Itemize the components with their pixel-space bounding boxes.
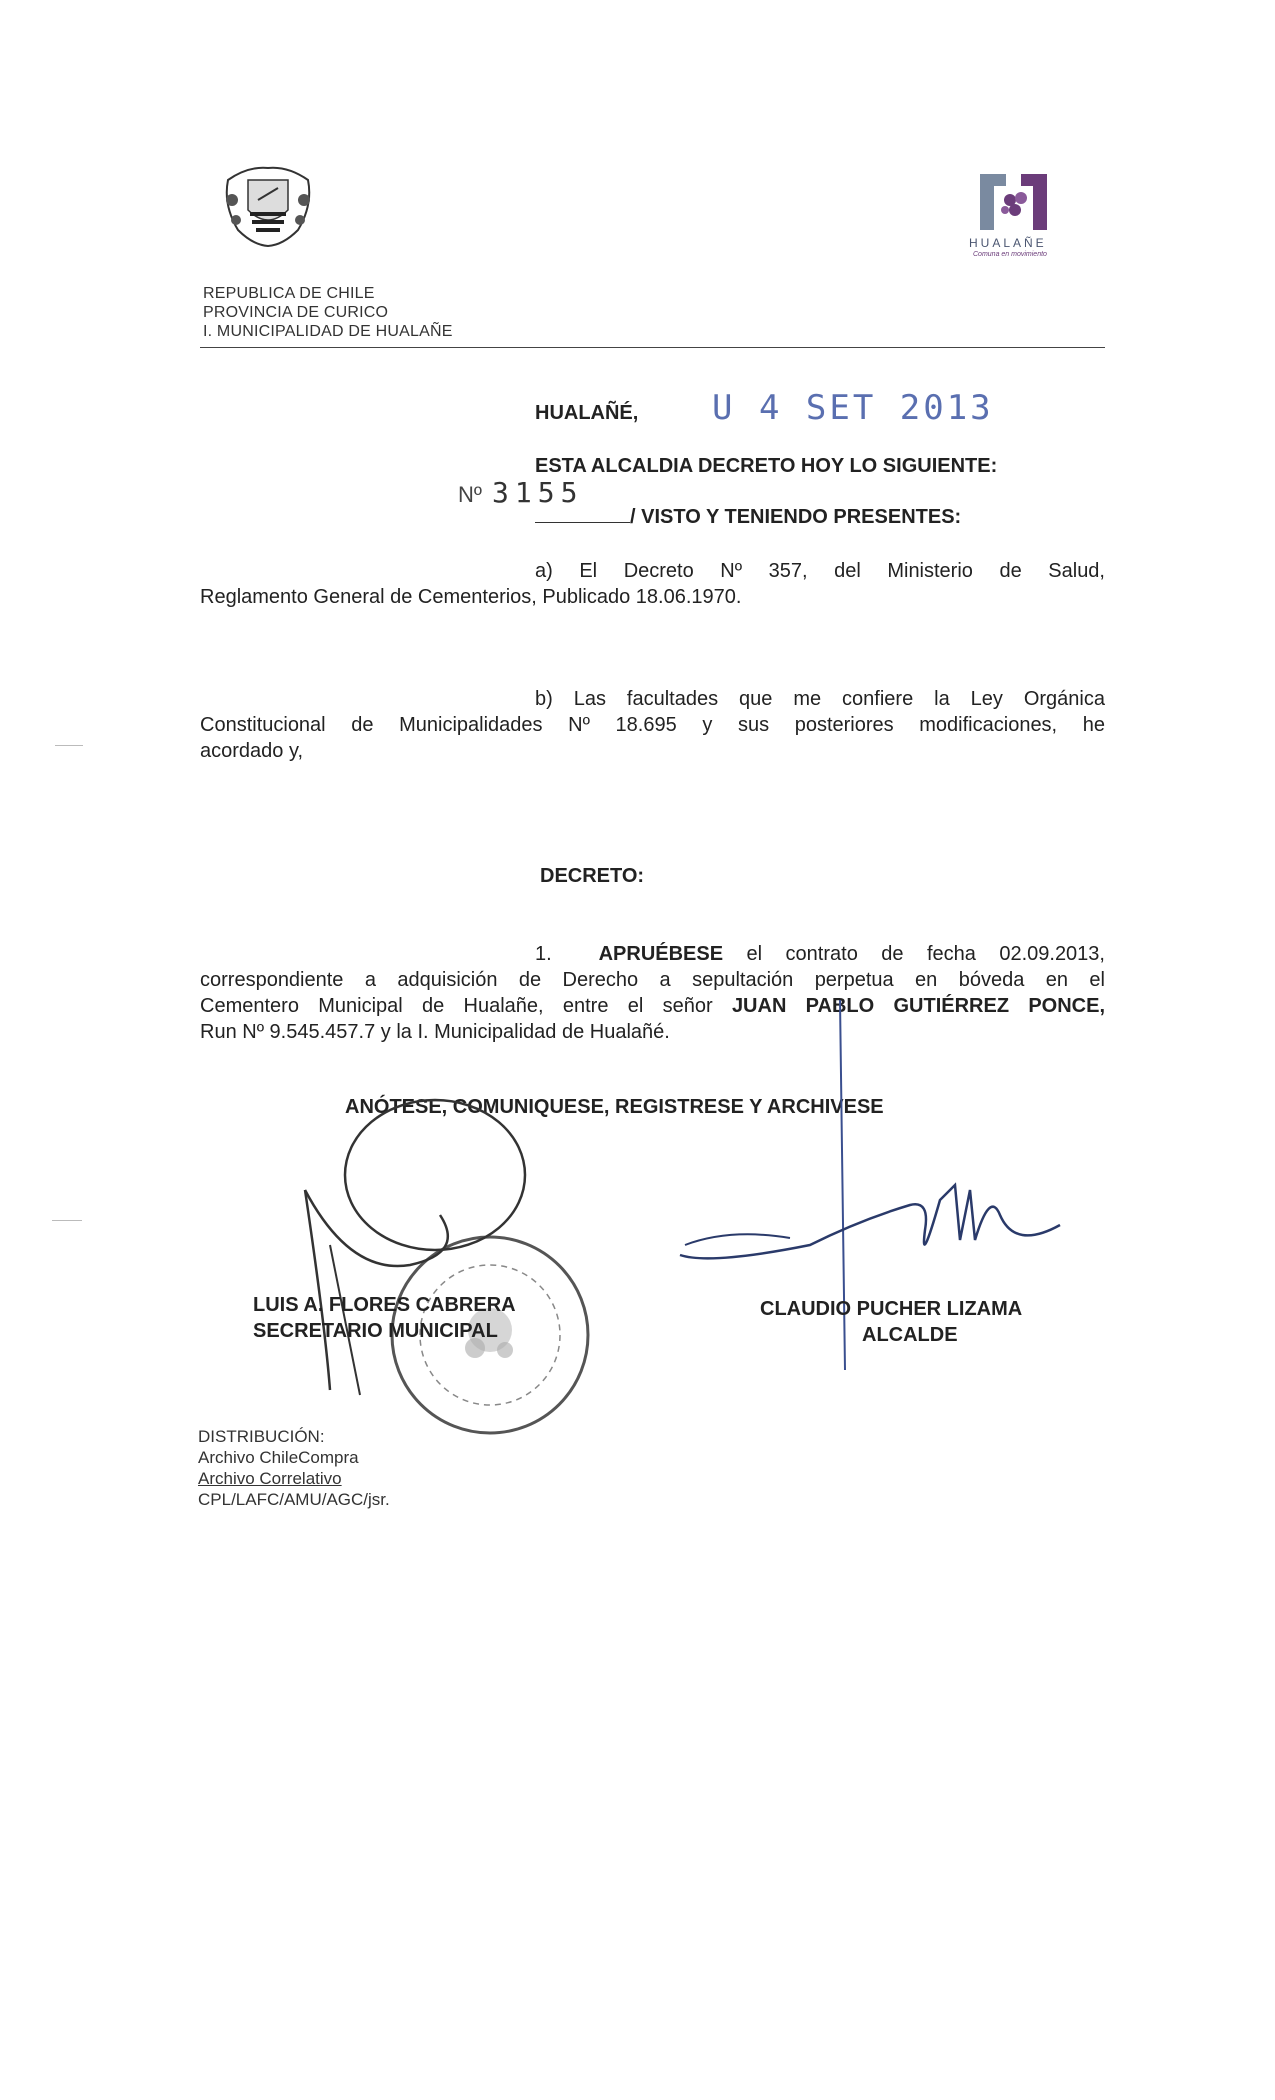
margin-mark (55, 745, 83, 746)
distribution-item: CPL/LAFC/AMU/AGC/jsr. (198, 1490, 390, 1509)
number-underline (535, 522, 630, 523)
mayor-name: CLAUDIO PUCHER LIZAMA (760, 1298, 1023, 1320)
header-municipality: I. MUNICIPALIDAD DE HUALAÑE (203, 323, 453, 340)
para-a-first-line: a) El Decreto Nº 357, del Ministerio de Salud, (535, 560, 1105, 582)
distribution-item: Archivo ChileCompra (198, 1448, 359, 1467)
margin-mark (52, 1220, 82, 1221)
decree-number-stamp: 3155 (492, 476, 584, 509)
para-b-second-line: Constitucional de Municipalidades Nº 18.695 y sus posteriores modificaciones, he (200, 714, 1105, 736)
decreto-label: DECRETO: (540, 865, 645, 887)
place-label: HUALAÑÉ, (535, 402, 639, 424)
para-b-first-line: b) Las facultades que me confiere la Ley Orgánica (535, 688, 1105, 710)
secretary-title: SECRETARIO MUNICIPAL (253, 1320, 498, 1342)
item1-fourth-line: Run Nº 9.545.457.7 y la I. Municipalidad de Hualañé. (200, 1021, 670, 1043)
date-stamp: U 4 SET 2013 (712, 388, 994, 428)
header-republic: REPUBLICA DE CHILE (203, 285, 375, 302)
item1-second-line: correspondiente a adquisición de Derecho a sepultación perpetua en bóveda en el (200, 969, 1105, 991)
hualane-logo-icon (975, 172, 1055, 232)
item1-line3-pre: Cementero Municipal de Hualañe, entre el señor (200, 995, 713, 1017)
item1-beneficiary-name: JUAN PABLO GUTIÉRREZ PONCE, (731, 995, 1106, 1017)
distribution-title: DISTRIBUCIÓN: (198, 1427, 325, 1446)
item1-number: 1. (535, 943, 552, 965)
decree-heading: ESTA ALCALDIA DECRETO HOY LO SIGUIENTE: (535, 455, 998, 477)
coat-of-arms-icon (218, 160, 318, 250)
logo-text: HUALAÑE (969, 236, 1047, 250)
item1-first-line (535, 941, 1105, 967)
closing-formula: ANÓTESE, COMUNIQUESE, REGISTRESE Y ARCHIVESE (345, 1096, 884, 1118)
visto-heading: / VISTO Y TENIENDO PRESENTES: (630, 506, 962, 528)
item1-verb: APRUÉBESE (598, 943, 724, 965)
logo-tagline: Comuna en movimiento (973, 251, 1047, 258)
distribution-item: Archivo Correlativo (198, 1469, 342, 1488)
secretary-name: LUIS A. FLORES CABRERA (253, 1294, 516, 1316)
hualane-logo (965, 172, 1075, 262)
header-divider (200, 347, 1105, 348)
mayor-title: ALCALDE (862, 1324, 958, 1346)
para-a-second-line: Reglamento General de Cementerios, Publicado 18.06.1970. (200, 586, 742, 608)
decree-number-prefix: Nº (458, 482, 482, 507)
secretary-signature-icon (290, 1095, 540, 1395)
header-province: PROVINCIA DE CURICO (203, 304, 389, 321)
item1-line1-rest: el contrato de fecha 02.09.2013, (746, 943, 1105, 965)
para-b-third-line: acordado y, (200, 740, 304, 762)
